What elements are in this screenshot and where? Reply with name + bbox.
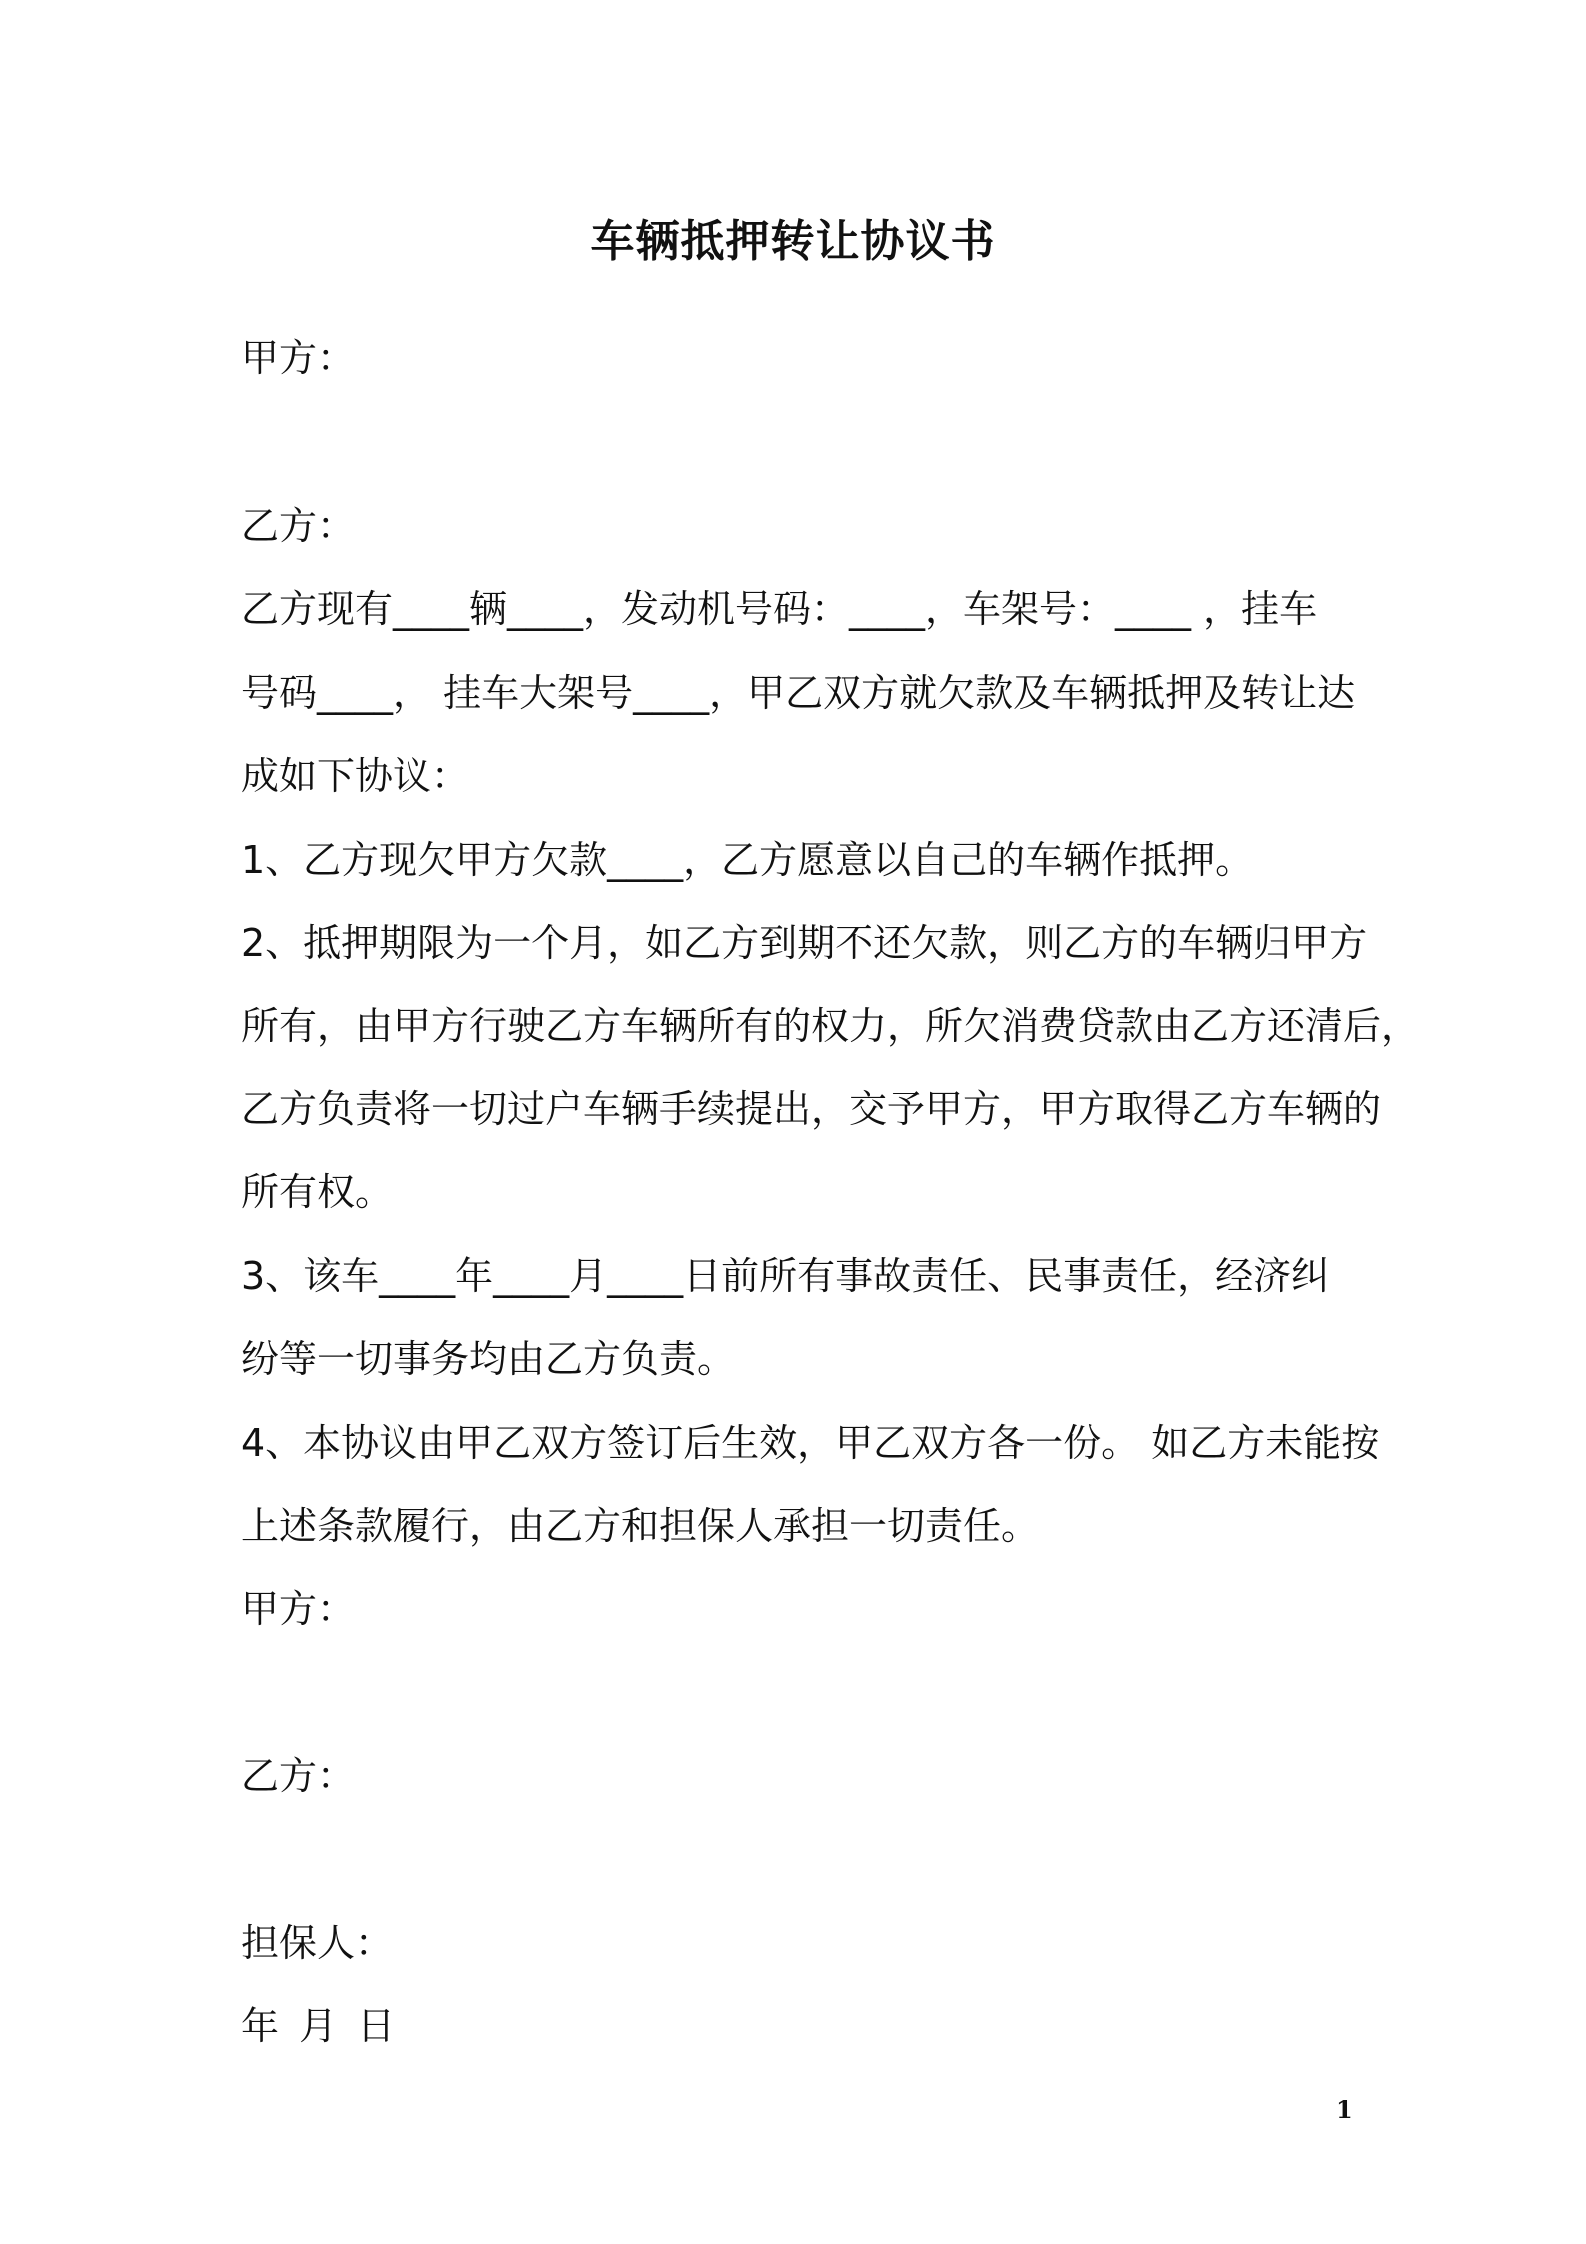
clause-4: 4、本协议由甲乙双方签订后生效，甲乙双方各一份。 如乙方未能按	[241, 1421, 1380, 1465]
clause-2: 2、抵押期限为一个月，如乙方到期不还欠款，则乙方的车辆归甲方	[241, 921, 1368, 965]
party-a-label: 甲方：	[241, 336, 356, 380]
clause-3: 3、该车____年____月____日前所有事故责任、民事责任，经济纠	[241, 1254, 1330, 1298]
signature-party-b: 乙方：	[241, 1754, 356, 1798]
body-line: 号码____， 挂车大架号____，甲乙双方就欠款及车辆抵押及转让达	[241, 671, 1356, 715]
page-number: 1	[1336, 2095, 1353, 2124]
body-line: 所有，由甲方行驶乙方车辆所有的权力，所欠消费贷款由乙方还清后，	[241, 1004, 1420, 1048]
party-b-label: 乙方：	[241, 504, 356, 548]
document-title: 车辆抵押转让协议书	[590, 216, 996, 267]
body-line: 所有权。	[241, 1170, 394, 1214]
body-line: 上述条款履行，由乙方和担保人承担一切责任。	[241, 1504, 1040, 1548]
body-line: 乙方负责将一切过户车辆手续提出，交予甲方，甲方取得乙方车辆的	[241, 1087, 1382, 1131]
clause-1: 1、乙方现欠甲方欠款____，乙方愿意以自己的车辆作抵押。	[241, 838, 1254, 882]
body-line: 乙方现有____辆____，发动机号码：____，车架号：____ ，挂车	[241, 587, 1318, 631]
signature-party-a: 甲方：	[241, 1587, 356, 1631]
date-line: 年 月 日	[241, 2004, 396, 2048]
body-line: 纷等一切事务均由乙方负责。	[241, 1337, 736, 1381]
guarantor-label: 担保人：	[241, 1921, 394, 1965]
body-line: 成如下协议：	[241, 754, 470, 798]
